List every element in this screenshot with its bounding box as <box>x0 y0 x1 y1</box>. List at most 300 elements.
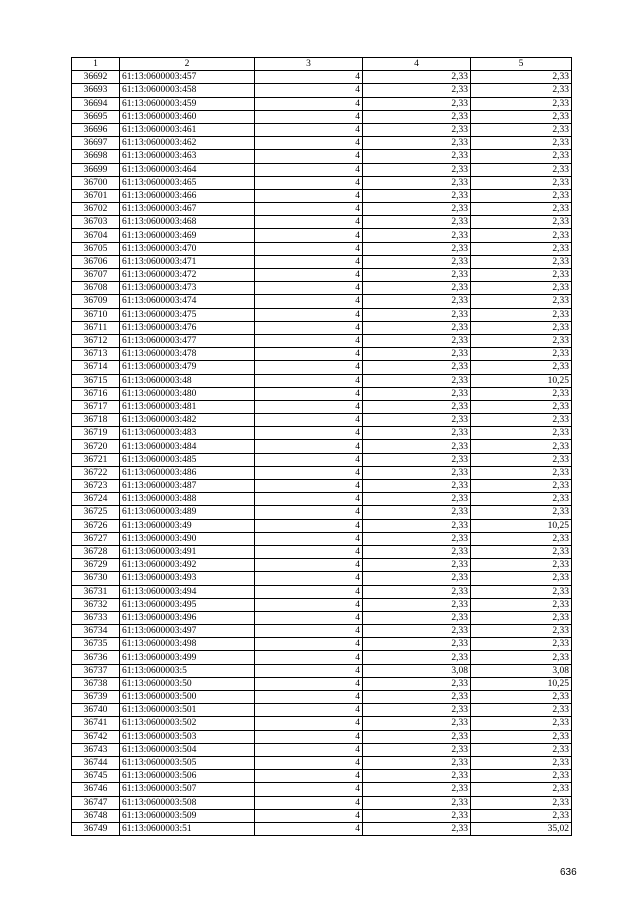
cadastral-number-cell: 61:13:0600003:472 <box>120 269 255 282</box>
cadastral-number-cell: 61:13:0600003:496 <box>120 611 255 624</box>
table-row <box>72 519 572 532</box>
table-row <box>72 203 572 216</box>
col-5-value-cell: 2,33 <box>471 598 572 611</box>
col-4-value-cell: 2,33 <box>363 770 471 783</box>
col-3-value-cell: 4 <box>255 229 363 242</box>
table-row <box>72 321 572 334</box>
row-number-cell: 36732 <box>72 598 120 611</box>
row-number-cell: 36698 <box>72 150 120 163</box>
col-3-value-cell: 4 <box>255 374 363 387</box>
col-4-value-cell: 2,33 <box>363 730 471 743</box>
table-row <box>72 796 572 809</box>
table-row <box>72 110 572 123</box>
col-4-value-cell: 2,33 <box>363 493 471 506</box>
row-number-cell: 36733 <box>72 611 120 624</box>
row-number-cell: 36726 <box>72 519 120 532</box>
header-row <box>72 58 572 71</box>
cadastral-number-cell: 61:13:0600003:478 <box>120 348 255 361</box>
col-3-value-cell: 4 <box>255 453 363 466</box>
col-5-value-cell: 2,33 <box>471 480 572 493</box>
col-3-value-cell: 4 <box>255 519 363 532</box>
col-4-value-cell: 2,33 <box>363 625 471 638</box>
row-number-cell: 36734 <box>72 625 120 638</box>
col-4-value-cell: 2,33 <box>363 269 471 282</box>
col-4-value-cell: 2,33 <box>363 822 471 835</box>
col-5-value-cell: 2,33 <box>471 400 572 413</box>
row-number-cell: 36715 <box>72 374 120 387</box>
col-4-value-cell: 2,33 <box>363 585 471 598</box>
row-number-cell: 36704 <box>72 229 120 242</box>
col-3-value-cell: 4 <box>255 216 363 229</box>
cadastral-number-cell: 61:13:0600003:48 <box>120 374 255 387</box>
col-5-value-cell: 2,33 <box>471 255 572 268</box>
cadastral-number-cell: 61:13:0600003:489 <box>120 506 255 519</box>
col-3-value-cell: 4 <box>255 756 363 769</box>
table-header <box>72 58 572 71</box>
col-5-value-cell: 2,33 <box>471 110 572 123</box>
col-5-value-cell: 2,33 <box>471 532 572 545</box>
col-3-value-cell: 4 <box>255 295 363 308</box>
col-5-value-cell: 2,33 <box>471 638 572 651</box>
col-4-value-cell: 2,33 <box>363 242 471 255</box>
col-5-value-cell: 2,33 <box>471 572 572 585</box>
col-4-value-cell: 2,33 <box>363 361 471 374</box>
page-number: 636 <box>560 867 577 878</box>
col-5-value-cell: 2,33 <box>471 651 572 664</box>
col-4-value-cell: 2,33 <box>363 440 471 453</box>
table-row <box>72 677 572 690</box>
col-5-value-cell: 2,33 <box>471 229 572 242</box>
col-4-value-cell: 2,33 <box>363 677 471 690</box>
row-number-cell: 36749 <box>72 822 120 835</box>
table-row <box>72 440 572 453</box>
col-4-value-cell: 2,33 <box>363 506 471 519</box>
row-number-cell: 36722 <box>72 466 120 479</box>
col-3-value-cell: 4 <box>255 348 363 361</box>
row-number-cell: 36746 <box>72 783 120 796</box>
col-5-value-cell: 2,33 <box>471 559 572 572</box>
cadastral-number-cell: 61:13:0600003:487 <box>120 480 255 493</box>
col-5-value-cell: 3,08 <box>471 664 572 677</box>
table-row <box>72 638 572 651</box>
col-3-value-cell: 4 <box>255 137 363 150</box>
cadastral-number-cell: 61:13:0600003:492 <box>120 559 255 572</box>
table-row <box>72 493 572 506</box>
cadastral-number-cell: 61:13:0600003:473 <box>120 282 255 295</box>
table-row <box>72 453 572 466</box>
row-number-cell: 36695 <box>72 110 120 123</box>
col-3-value-cell: 4 <box>255 480 363 493</box>
table-row <box>72 242 572 255</box>
col-3-value-cell: 4 <box>255 255 363 268</box>
col-4-value-cell: 2,33 <box>363 229 471 242</box>
cadastral-number-cell: 61:13:0600003:494 <box>120 585 255 598</box>
row-number-cell: 36730 <box>72 572 120 585</box>
row-number-cell: 36712 <box>72 334 120 347</box>
col-5-value-cell: 2,33 <box>471 453 572 466</box>
col-4-value-cell: 2,33 <box>363 519 471 532</box>
row-number-cell: 36692 <box>72 71 120 84</box>
col-3-value-cell: 4 <box>255 334 363 347</box>
row-number-cell: 36743 <box>72 743 120 756</box>
table-row <box>72 545 572 558</box>
cadastral-number-cell: 61:13:0600003:50 <box>120 677 255 690</box>
row-number-cell: 36708 <box>72 282 120 295</box>
col-5-value-cell: 2,33 <box>471 625 572 638</box>
col-5-value-cell: 2,33 <box>471 387 572 400</box>
header-col-5: 5 <box>471 58 572 71</box>
cadastral-number-cell: 61:13:0600003:474 <box>120 295 255 308</box>
col-5-value-cell: 2,33 <box>471 282 572 295</box>
cadastral-number-cell: 61:13:0600003:501 <box>120 704 255 717</box>
col-3-value-cell: 4 <box>255 822 363 835</box>
header-col-3: 3 <box>255 58 363 71</box>
table-row <box>72 387 572 400</box>
col-4-value-cell: 3,08 <box>363 664 471 677</box>
cadastral-number-cell: 61:13:0600003:486 <box>120 466 255 479</box>
table-row <box>72 400 572 413</box>
cadastral-number-cell: 61:13:0600003:477 <box>120 334 255 347</box>
col-4-value-cell: 2,33 <box>363 189 471 202</box>
table-row <box>72 756 572 769</box>
table-row <box>72 255 572 268</box>
col-3-value-cell: 4 <box>255 71 363 84</box>
row-number-cell: 36693 <box>72 84 120 97</box>
col-4-value-cell: 2,33 <box>363 453 471 466</box>
col-5-value-cell: 2,33 <box>471 163 572 176</box>
col-4-value-cell: 2,33 <box>363 71 471 84</box>
col-3-value-cell: 4 <box>255 770 363 783</box>
table-row <box>72 743 572 756</box>
col-3-value-cell: 4 <box>255 796 363 809</box>
col-4-value-cell: 2,33 <box>363 796 471 809</box>
col-3-value-cell: 4 <box>255 664 363 677</box>
row-number-cell: 36702 <box>72 203 120 216</box>
cadastral-number-cell: 61:13:0600003:499 <box>120 651 255 664</box>
col-5-value-cell: 2,33 <box>471 361 572 374</box>
cadastral-number-cell: 61:13:0600003:502 <box>120 717 255 730</box>
col-3-value-cell: 4 <box>255 585 363 598</box>
col-3-value-cell: 4 <box>255 466 363 479</box>
row-number-cell: 36740 <box>72 704 120 717</box>
cadastral-number-cell: 61:13:0600003:463 <box>120 150 255 163</box>
col-5-value-cell: 2,33 <box>471 216 572 229</box>
table-row <box>72 559 572 572</box>
row-number-cell: 36713 <box>72 348 120 361</box>
row-number-cell: 36705 <box>72 242 120 255</box>
table-row <box>72 585 572 598</box>
row-number-cell: 36724 <box>72 493 120 506</box>
table-row <box>72 651 572 664</box>
row-number-cell: 36727 <box>72 532 120 545</box>
cadastral-number-cell: 61:13:0600003:467 <box>120 203 255 216</box>
col-5-value-cell: 2,33 <box>471 295 572 308</box>
row-number-cell: 36717 <box>72 400 120 413</box>
row-number-cell: 36741 <box>72 717 120 730</box>
col-5-value-cell: 10,25 <box>471 677 572 690</box>
col-4-value-cell: 2,33 <box>363 255 471 268</box>
row-number-cell: 36747 <box>72 796 120 809</box>
row-number-cell: 36706 <box>72 255 120 268</box>
row-number-cell: 36719 <box>72 427 120 440</box>
col-3-value-cell: 4 <box>255 189 363 202</box>
col-5-value-cell: 2,33 <box>471 809 572 822</box>
cadastral-number-cell: 61:13:0600003:462 <box>120 137 255 150</box>
cadastral-number-cell: 61:13:0600003:507 <box>120 783 255 796</box>
row-number-cell: 36728 <box>72 545 120 558</box>
col-4-value-cell: 2,33 <box>363 427 471 440</box>
col-5-value-cell: 2,33 <box>471 321 572 334</box>
row-number-cell: 36703 <box>72 216 120 229</box>
col-5-value-cell: 2,33 <box>471 269 572 282</box>
col-3-value-cell: 4 <box>255 163 363 176</box>
cadastral-number-cell: 61:13:0600003:488 <box>120 493 255 506</box>
table-row <box>72 123 572 136</box>
col-4-value-cell: 2,33 <box>363 334 471 347</box>
col-4-value-cell: 2,33 <box>363 150 471 163</box>
cadastral-number-cell: 61:13:0600003:503 <box>120 730 255 743</box>
col-4-value-cell: 2,33 <box>363 110 471 123</box>
col-4-value-cell: 2,33 <box>363 651 471 664</box>
row-number-cell: 36729 <box>72 559 120 572</box>
col-3-value-cell: 4 <box>255 361 363 374</box>
cadastral-number-cell: 61:13:0600003:468 <box>120 216 255 229</box>
col-5-value-cell: 2,33 <box>471 585 572 598</box>
col-4-value-cell: 2,33 <box>363 545 471 558</box>
col-4-value-cell: 2,33 <box>363 743 471 756</box>
row-number-cell: 36731 <box>72 585 120 598</box>
cadastral-number-cell: 61:13:0600003:49 <box>120 519 255 532</box>
col-5-value-cell: 2,33 <box>471 97 572 110</box>
table-row <box>72 572 572 585</box>
row-number-cell: 36696 <box>72 123 120 136</box>
table-row <box>72 717 572 730</box>
cadastral-number-cell: 61:13:0600003:506 <box>120 770 255 783</box>
col-5-value-cell: 2,33 <box>471 308 572 321</box>
table-row <box>72 308 572 321</box>
col-3-value-cell: 4 <box>255 691 363 704</box>
col-5-value-cell: 2,33 <box>471 84 572 97</box>
table-row <box>72 770 572 783</box>
col-5-value-cell: 2,33 <box>471 717 572 730</box>
col-5-value-cell: 2,33 <box>471 704 572 717</box>
col-4-value-cell: 2,33 <box>363 176 471 189</box>
col-5-value-cell: 2,33 <box>471 611 572 624</box>
table-row <box>72 730 572 743</box>
cadastral-number-cell: 61:13:0600003:457 <box>120 71 255 84</box>
col-3-value-cell: 4 <box>255 493 363 506</box>
col-4-value-cell: 2,33 <box>363 137 471 150</box>
cadastral-number-cell: 61:13:0600003:465 <box>120 176 255 189</box>
table-row <box>72 176 572 189</box>
table-row <box>72 664 572 677</box>
col-3-value-cell: 4 <box>255 84 363 97</box>
col-4-value-cell: 2,33 <box>363 691 471 704</box>
col-5-value-cell: 2,33 <box>471 348 572 361</box>
table-row <box>72 71 572 84</box>
cadastral-number-cell: 61:13:0600003:466 <box>120 189 255 202</box>
col-5-value-cell: 2,33 <box>471 123 572 136</box>
col-5-value-cell: 2,33 <box>471 493 572 506</box>
cadastral-number-cell: 61:13:0600003:481 <box>120 400 255 413</box>
col-5-value-cell: 2,33 <box>471 414 572 427</box>
table-row <box>72 809 572 822</box>
col-5-value-cell: 2,33 <box>471 440 572 453</box>
col-3-value-cell: 4 <box>255 545 363 558</box>
col-5-value-cell: 2,33 <box>471 242 572 255</box>
col-4-value-cell: 2,33 <box>363 295 471 308</box>
col-3-value-cell: 4 <box>255 730 363 743</box>
col-5-value-cell: 2,33 <box>471 176 572 189</box>
cadastral-number-cell: 61:13:0600003:458 <box>120 84 255 97</box>
cadastral-number-cell: 61:13:0600003:483 <box>120 427 255 440</box>
cadastral-number-cell: 61:13:0600003:51 <box>120 822 255 835</box>
cadastral-number-cell: 61:13:0600003:491 <box>120 545 255 558</box>
table-row <box>72 625 572 638</box>
col-3-value-cell: 4 <box>255 123 363 136</box>
table-row <box>72 704 572 717</box>
col-4-value-cell: 2,33 <box>363 282 471 295</box>
col-3-value-cell: 4 <box>255 717 363 730</box>
col-3-value-cell: 4 <box>255 150 363 163</box>
col-5-value-cell: 10,25 <box>471 374 572 387</box>
cadastral-number-cell: 61:13:0600003:482 <box>120 414 255 427</box>
table-row <box>72 137 572 150</box>
col-3-value-cell: 4 <box>255 506 363 519</box>
table-row <box>72 189 572 202</box>
cadastral-number-cell: 61:13:0600003:471 <box>120 255 255 268</box>
col-4-value-cell: 2,33 <box>363 717 471 730</box>
cadastral-number-cell: 61:13:0600003:485 <box>120 453 255 466</box>
col-3-value-cell: 4 <box>255 598 363 611</box>
table-row <box>72 348 572 361</box>
col-5-value-cell: 2,33 <box>471 743 572 756</box>
row-number-cell: 36707 <box>72 269 120 282</box>
col-3-value-cell: 4 <box>255 269 363 282</box>
col-4-value-cell: 2,33 <box>363 572 471 585</box>
col-5-value-cell: 2,33 <box>471 466 572 479</box>
row-number-cell: 36718 <box>72 414 120 427</box>
cadastral-number-cell: 61:13:0600003:504 <box>120 743 255 756</box>
col-5-value-cell: 2,33 <box>471 796 572 809</box>
cadastral-number-cell: 61:13:0600003:480 <box>120 387 255 400</box>
col-4-value-cell: 2,33 <box>363 203 471 216</box>
table-row <box>72 427 572 440</box>
col-3-value-cell: 4 <box>255 638 363 651</box>
col-4-value-cell: 2,33 <box>363 374 471 387</box>
cadastral-number-cell: 61:13:0600003:461 <box>120 123 255 136</box>
col-5-value-cell: 2,33 <box>471 150 572 163</box>
cadastral-number-cell: 61:13:0600003:495 <box>120 598 255 611</box>
table-row <box>72 97 572 110</box>
table-row <box>72 229 572 242</box>
cadastral-number-cell: 61:13:0600003:497 <box>120 625 255 638</box>
col-4-value-cell: 2,33 <box>363 704 471 717</box>
table-row <box>72 374 572 387</box>
col-5-value-cell: 2,33 <box>471 506 572 519</box>
cadastral-number-cell: 61:13:0600003:476 <box>120 321 255 334</box>
col-5-value-cell: 10,25 <box>471 519 572 532</box>
row-number-cell: 36739 <box>72 691 120 704</box>
table-row <box>72 150 572 163</box>
row-number-cell: 36697 <box>72 137 120 150</box>
row-number-cell: 36720 <box>72 440 120 453</box>
col-3-value-cell: 4 <box>255 282 363 295</box>
col-4-value-cell: 2,33 <box>363 756 471 769</box>
cadastral-number-cell: 61:13:0600003:475 <box>120 308 255 321</box>
cadastral-number-cell: 61:13:0600003:500 <box>120 691 255 704</box>
table-row <box>72 216 572 229</box>
col-4-value-cell: 2,33 <box>363 163 471 176</box>
row-number-cell: 36737 <box>72 664 120 677</box>
col-5-value-cell: 2,33 <box>471 203 572 216</box>
cadastral-number-cell: 61:13:0600003:493 <box>120 572 255 585</box>
table-row <box>72 506 572 519</box>
cadastral-number-cell: 61:13:0600003:505 <box>120 756 255 769</box>
col-4-value-cell: 2,33 <box>363 559 471 572</box>
col-4-value-cell: 2,33 <box>363 598 471 611</box>
table-row <box>72 84 572 97</box>
col-4-value-cell: 2,33 <box>363 466 471 479</box>
row-number-cell: 36710 <box>72 308 120 321</box>
table-body <box>72 71 572 836</box>
table-row <box>72 269 572 282</box>
col-4-value-cell: 2,33 <box>363 414 471 427</box>
col-3-value-cell: 4 <box>255 611 363 624</box>
table-row <box>72 414 572 427</box>
col-3-value-cell: 4 <box>255 743 363 756</box>
col-3-value-cell: 4 <box>255 414 363 427</box>
col-5-value-cell: 2,33 <box>471 545 572 558</box>
cadastral-number-cell: 61:13:0600003:469 <box>120 229 255 242</box>
col-4-value-cell: 2,33 <box>363 321 471 334</box>
table-row <box>72 691 572 704</box>
row-number-cell: 36742 <box>72 730 120 743</box>
col-3-value-cell: 4 <box>255 677 363 690</box>
table-row <box>72 466 572 479</box>
col-4-value-cell: 2,33 <box>363 308 471 321</box>
col-3-value-cell: 4 <box>255 572 363 585</box>
col-3-value-cell: 4 <box>255 97 363 110</box>
header-col-2: 2 <box>120 58 255 71</box>
cadastral-number-cell: 61:13:0600003:460 <box>120 110 255 123</box>
table-row <box>72 334 572 347</box>
col-5-value-cell: 2,33 <box>471 189 572 202</box>
col-4-value-cell: 2,33 <box>363 400 471 413</box>
cadastral-number-cell: 61:13:0600003:508 <box>120 796 255 809</box>
row-number-cell: 36716 <box>72 387 120 400</box>
col-4-value-cell: 2,33 <box>363 84 471 97</box>
col-4-value-cell: 2,33 <box>363 387 471 400</box>
col-5-value-cell: 2,33 <box>471 730 572 743</box>
col-5-value-cell: 2,33 <box>471 334 572 347</box>
row-number-cell: 36711 <box>72 321 120 334</box>
row-number-cell: 36700 <box>72 176 120 189</box>
col-4-value-cell: 2,33 <box>363 480 471 493</box>
table-row <box>72 822 572 835</box>
col-4-value-cell: 2,33 <box>363 783 471 796</box>
data-table <box>71 57 572 836</box>
cadastral-number-cell: 61:13:0600003:479 <box>120 361 255 374</box>
col-3-value-cell: 4 <box>255 625 363 638</box>
cadastral-number-cell: 61:13:0600003:509 <box>120 809 255 822</box>
col-5-value-cell: 2,33 <box>471 783 572 796</box>
col-3-value-cell: 4 <box>255 400 363 413</box>
col-4-value-cell: 2,33 <box>363 348 471 361</box>
cadastral-number-cell: 61:13:0600003:5 <box>120 664 255 677</box>
col-3-value-cell: 4 <box>255 427 363 440</box>
table-row <box>72 282 572 295</box>
